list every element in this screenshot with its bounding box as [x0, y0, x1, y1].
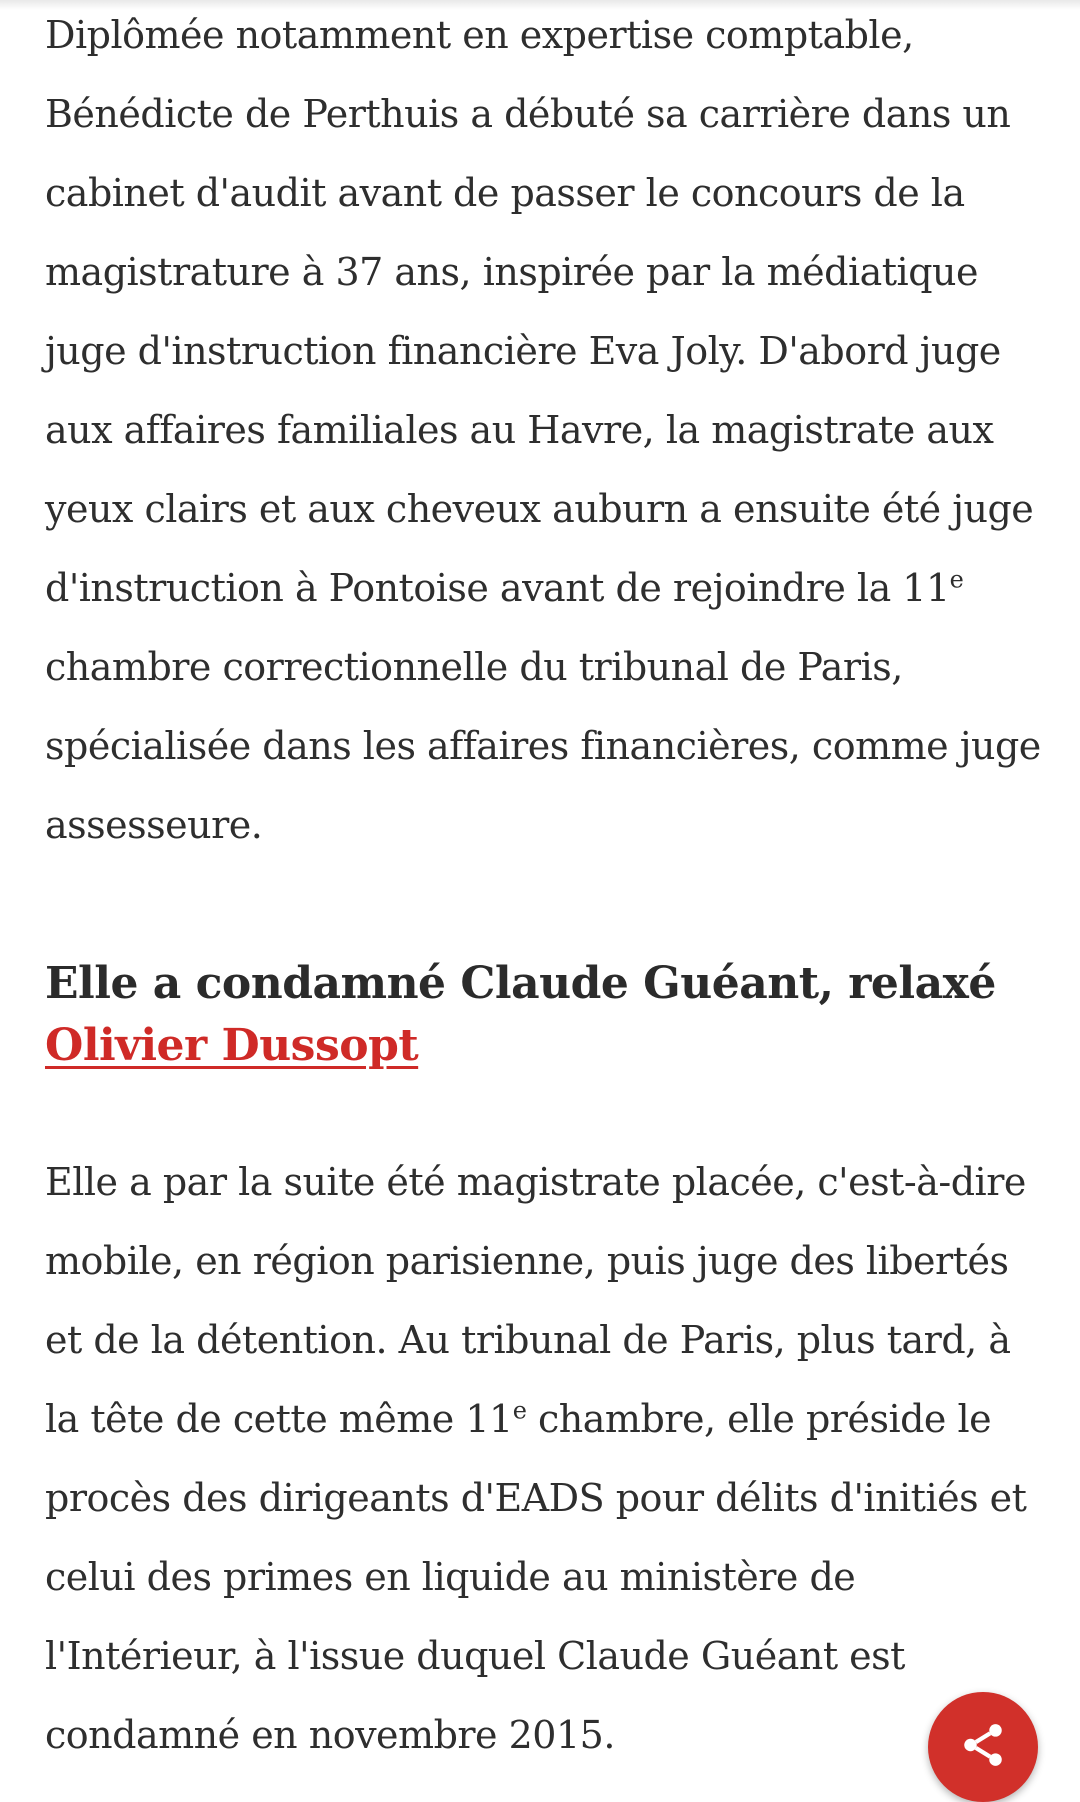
article-paragraph: [45, 1143, 1055, 1775]
paragraph-text: chambre, elle préside le procès des dirigeants d'EADS pour délits d'initiés et celui des primes en liquide au ministère de l'Intérieur, à l'issue duquel Claude Guéant est condamné en novembre 2015.: [45, 1397, 1027, 1757]
article-paragraph: [45, 0, 1055, 865]
section-heading: [45, 953, 1055, 1077]
ordinal-superscript: e: [512, 1396, 527, 1425]
paragraph-text: Diplômée notamment en expertise comptable, Bénédicte de Perthuis a débuté sa carrière dans un cabinet d'audit avant de passer le concours de la magistrature à 37 ans, inspirée par la médiatique juge d'instruction financière Eva Joly. D'abord juge aux affaires familiales au Havre, la magistrate aux yeux clairs et aux cheveux auburn a ensuite été juge d'instruction à Pontoise avant de rejoindre la 11: [45, 13, 1034, 610]
share-icon: [958, 1720, 1008, 1770]
paragraph-text: chambre correctionnelle du tribunal de Paris, spécialisée dans les affaires financières, comme juge assesseure.: [45, 645, 1041, 847]
article-body: [45, 0, 1055, 1775]
share-button[interactable]: [928, 1692, 1038, 1802]
olivier-dussopt-link[interactable]: Olivier Dussopt: [45, 1020, 419, 1071]
ordinal-superscript: e: [949, 565, 964, 594]
heading-text: Elle a condamné Claude Guéant, relaxé: [45, 958, 996, 1009]
paragraph-text: Elle a par la suite été magistrate placée, c'est-à-dire mobile, en région parisienne, puis juge des libertés et de la détention. Au tribunal de Paris, plus tard, à la tête de cette même 11: [45, 1160, 1026, 1441]
